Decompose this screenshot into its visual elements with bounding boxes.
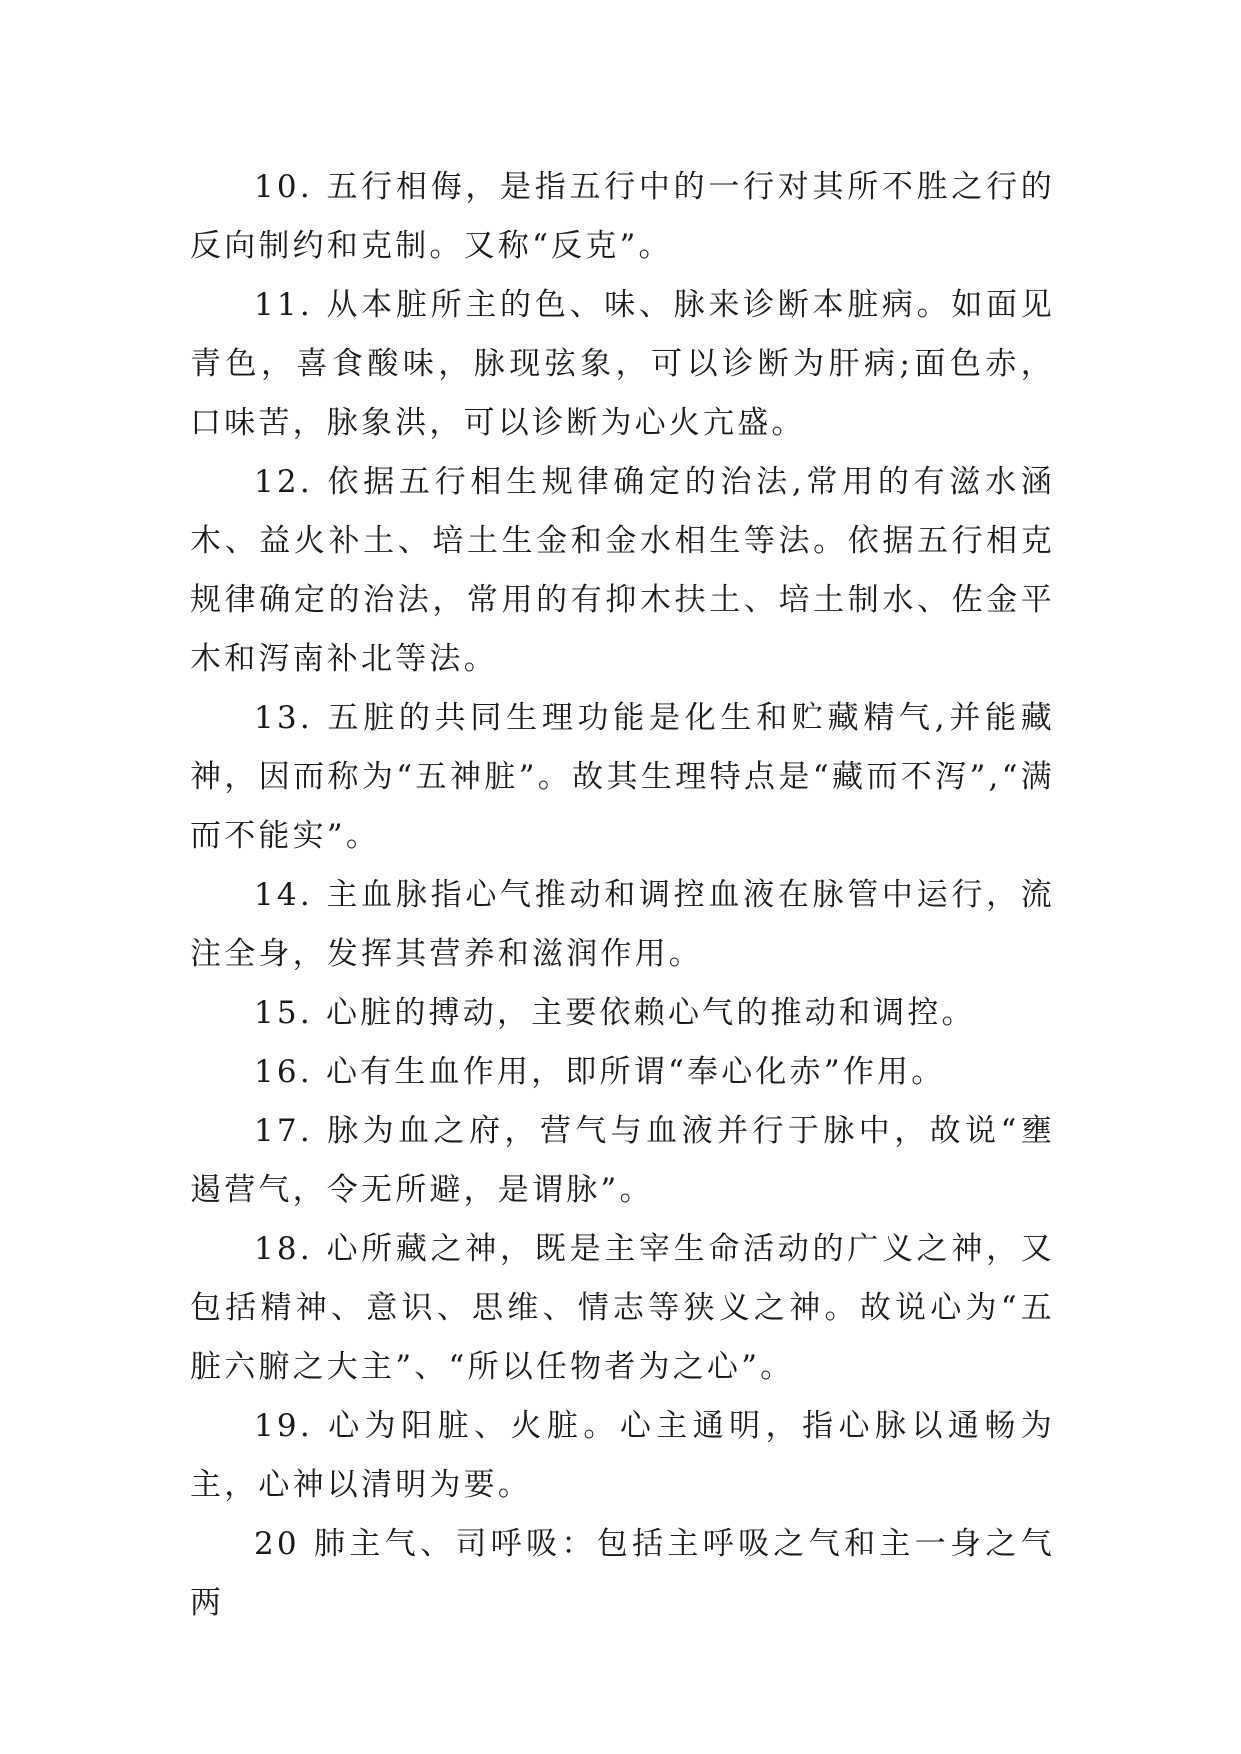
paragraph-18: 18. 心所藏之神，既是主宰生命活动的广义之神，又包括精神、意识、思维、情志等狭义之神。故说心为“五脏六腑之大主”、“所以任物者为之心”。 — [190, 1231, 1055, 1385]
paragraph-19: 19. 心为阳脏、火脏。心主通明，指心脉以通畅为主，心神以清明为要。 — [190, 1408, 1055, 1503]
paragraph-10: 10. 五行相侮，是指五行中的一行对其所不胜之行的反向制约和克制。又称“反克”。 — [190, 169, 1055, 264]
paragraph-13: 13. 五脏的共同生理功能是化生和贮藏精气,并能藏神，因而称为“五神脏”。故其生理特点是“藏而不泻”,“满而不能实”。 — [190, 700, 1055, 854]
paragraph-17: 17. 脉为血之府，营气与血液并行于脉中，故说“壅遏营气，令无所避，是谓脉”。 — [190, 1113, 1055, 1208]
paragraph-12: 12. 依据五行相生规律确定的治法,常用的有滋水涵木、益火补土、培土生金和金水相生等法。依据五行相克规律确定的治法，常用的有抑木扶土、培土制水、佐金平木和泻南补北等法。 — [190, 464, 1055, 677]
paragraph-16: 16. 心有生血作用，即所谓“奉心化赤”作用。 — [254, 1054, 946, 1090]
paragraph-15: 15. 心脏的搏动，主要依赖心气的推动和调控。 — [254, 995, 976, 1031]
document-page — [190, 158, 1055, 1633]
paragraph-14: 14. 主血脉指心气推动和调控血液在脉管中运行，流注全身，发挥其营养和滋润作用。 — [190, 877, 1055, 972]
paragraph-20: 20 肺主气、司呼吸：包括主呼吸之气和主一身之气两 — [190, 1526, 1055, 1621]
paragraph-11: 11. 从本脏所主的色、味、脉来诊断本脏病。如面见青色，喜食酸味，脉现弦象，可以诊断为肝病;面色赤，口味苦，脉象洪，可以诊断为心火亢盛。 — [190, 287, 1055, 441]
